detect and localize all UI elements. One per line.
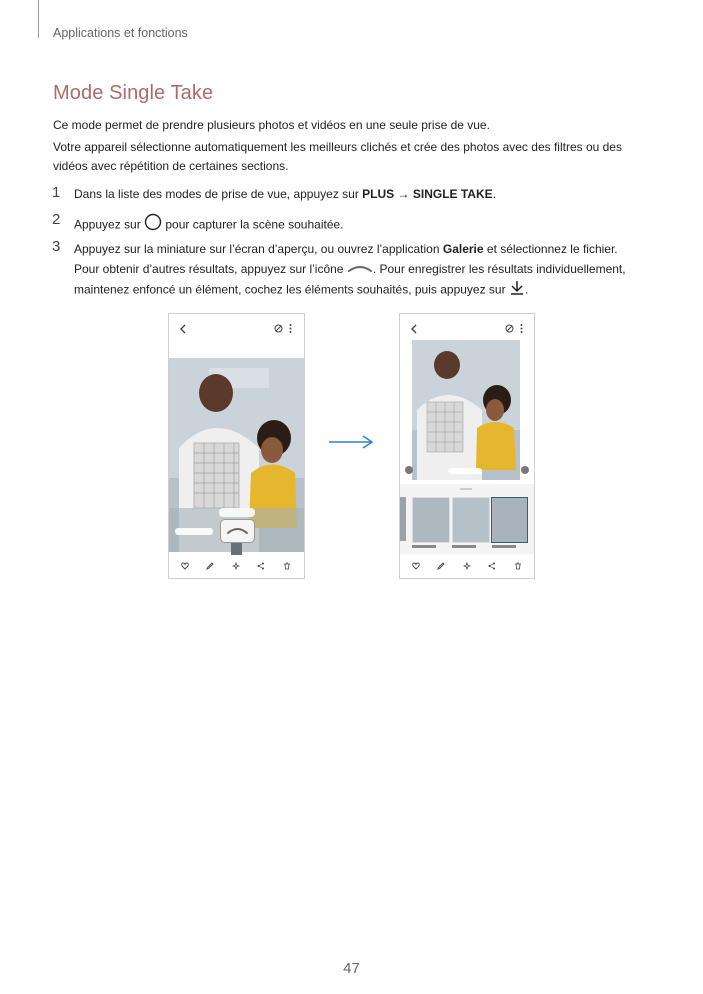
enhance-icon[interactable]	[463, 562, 471, 572]
step-1-arrow: →	[394, 187, 413, 201]
photo-preview[interactable]	[412, 340, 520, 480]
step-number-2: 2	[52, 211, 61, 228]
results-panel	[400, 484, 534, 554]
swipe-up-icon	[347, 260, 373, 280]
single-take-icon	[505, 324, 514, 335]
more-options-icon	[289, 324, 292, 335]
step-3-line-3-post: .	[524, 282, 529, 297]
swipe-up-button[interactable]	[220, 519, 255, 543]
flow-arrow-icon	[327, 434, 375, 455]
viewer-header	[169, 314, 304, 344]
page-title: Mode Single Take	[53, 82, 214, 104]
back-icon	[410, 324, 418, 336]
step-3-line-1-pre: Appuyez sur la miniature sur l’écran d’aperçu, ou ouvrez l’application	[74, 242, 443, 256]
step-1-text	[74, 185, 664, 205]
step-2-post: pour capturer la scène souhaitée.	[162, 217, 344, 232]
download-icon	[509, 279, 525, 302]
step-3-line-3	[74, 279, 664, 302]
description-line-1: Votre appareil sélectionne automatiquement les meilleurs clichés et crée des photos avec des filtres ou des	[53, 140, 622, 154]
step-2-text	[74, 213, 664, 238]
edit-icon[interactable]	[206, 562, 214, 572]
step-3-line-2-post: . Pour enregistrer les résultats individuellement,	[372, 261, 626, 276]
more-options-icon	[520, 324, 523, 335]
step-2-pre: Appuyez sur	[74, 217, 145, 232]
enhance-icon[interactable]	[232, 562, 240, 572]
step-1-single-take: SINGLE TAKE	[412, 187, 493, 201]
step-3-line-1-post: et sélectionnez le fichier.	[483, 242, 618, 256]
drag-handle[interactable]	[460, 488, 472, 490]
step-number-1: 1	[52, 184, 61, 201]
viewer-toolbar	[169, 554, 304, 578]
video-chip	[219, 508, 255, 517]
heart-icon[interactable]	[412, 562, 420, 572]
share-icon[interactable]	[488, 562, 496, 572]
back-icon	[179, 324, 187, 336]
phone-screenshot-viewer	[168, 313, 305, 579]
share-icon[interactable]	[257, 562, 265, 572]
result-item-original-video[interactable]	[491, 497, 528, 543]
phone-screenshot-results	[399, 313, 535, 579]
prev-arrow-icon[interactable]	[405, 466, 413, 474]
result-item-filtered[interactable]	[412, 497, 450, 543]
step-number-3: 3	[52, 238, 61, 255]
step-3-line-3-pre: maintenez enfoncé un élément, cochez les éléments souhaités, puis appuyez sur	[74, 282, 509, 297]
video-chip	[448, 468, 482, 474]
description-paragraph	[53, 138, 653, 176]
edit-icon[interactable]	[437, 562, 445, 572]
description-line-2: vidéos avec répétition de certaines sections.	[53, 159, 289, 173]
intro-paragraph: Ce mode permet de prendre plusieurs photos et vidéos en une seule prise de vue.	[53, 118, 490, 132]
gallery-label: Galerie	[442, 242, 484, 256]
page-number: 47	[343, 960, 360, 977]
step-1-pre: Dans la liste des modes de prise de vue, appuyez sur	[74, 187, 363, 201]
delete-icon[interactable]	[514, 562, 522, 572]
step-3-text	[74, 240, 664, 302]
step-3-line-1	[74, 240, 664, 260]
step-3-line-2	[74, 260, 664, 280]
step-1-plus: PLUS	[362, 187, 395, 201]
delete-icon[interactable]	[283, 562, 291, 572]
result-labels	[412, 545, 522, 548]
step-3-line-2-pre: Pour obtenir d’autres résultats, appuyez sur l’icône	[74, 261, 347, 276]
single-take-chip	[175, 528, 213, 535]
heart-icon[interactable]	[181, 562, 189, 572]
step-1-post: .	[492, 187, 496, 201]
single-take-icon	[274, 324, 283, 335]
breadcrumb: Applications et fonctions	[53, 26, 188, 40]
page-edge-rule	[38, 0, 39, 38]
result-item-best-moment[interactable]	[452, 497, 490, 543]
results-toolbar	[400, 554, 534, 578]
shutter-button-icon	[144, 213, 162, 238]
result-item-partial[interactable]	[400, 497, 406, 541]
next-arrow-icon[interactable]	[521, 466, 529, 474]
